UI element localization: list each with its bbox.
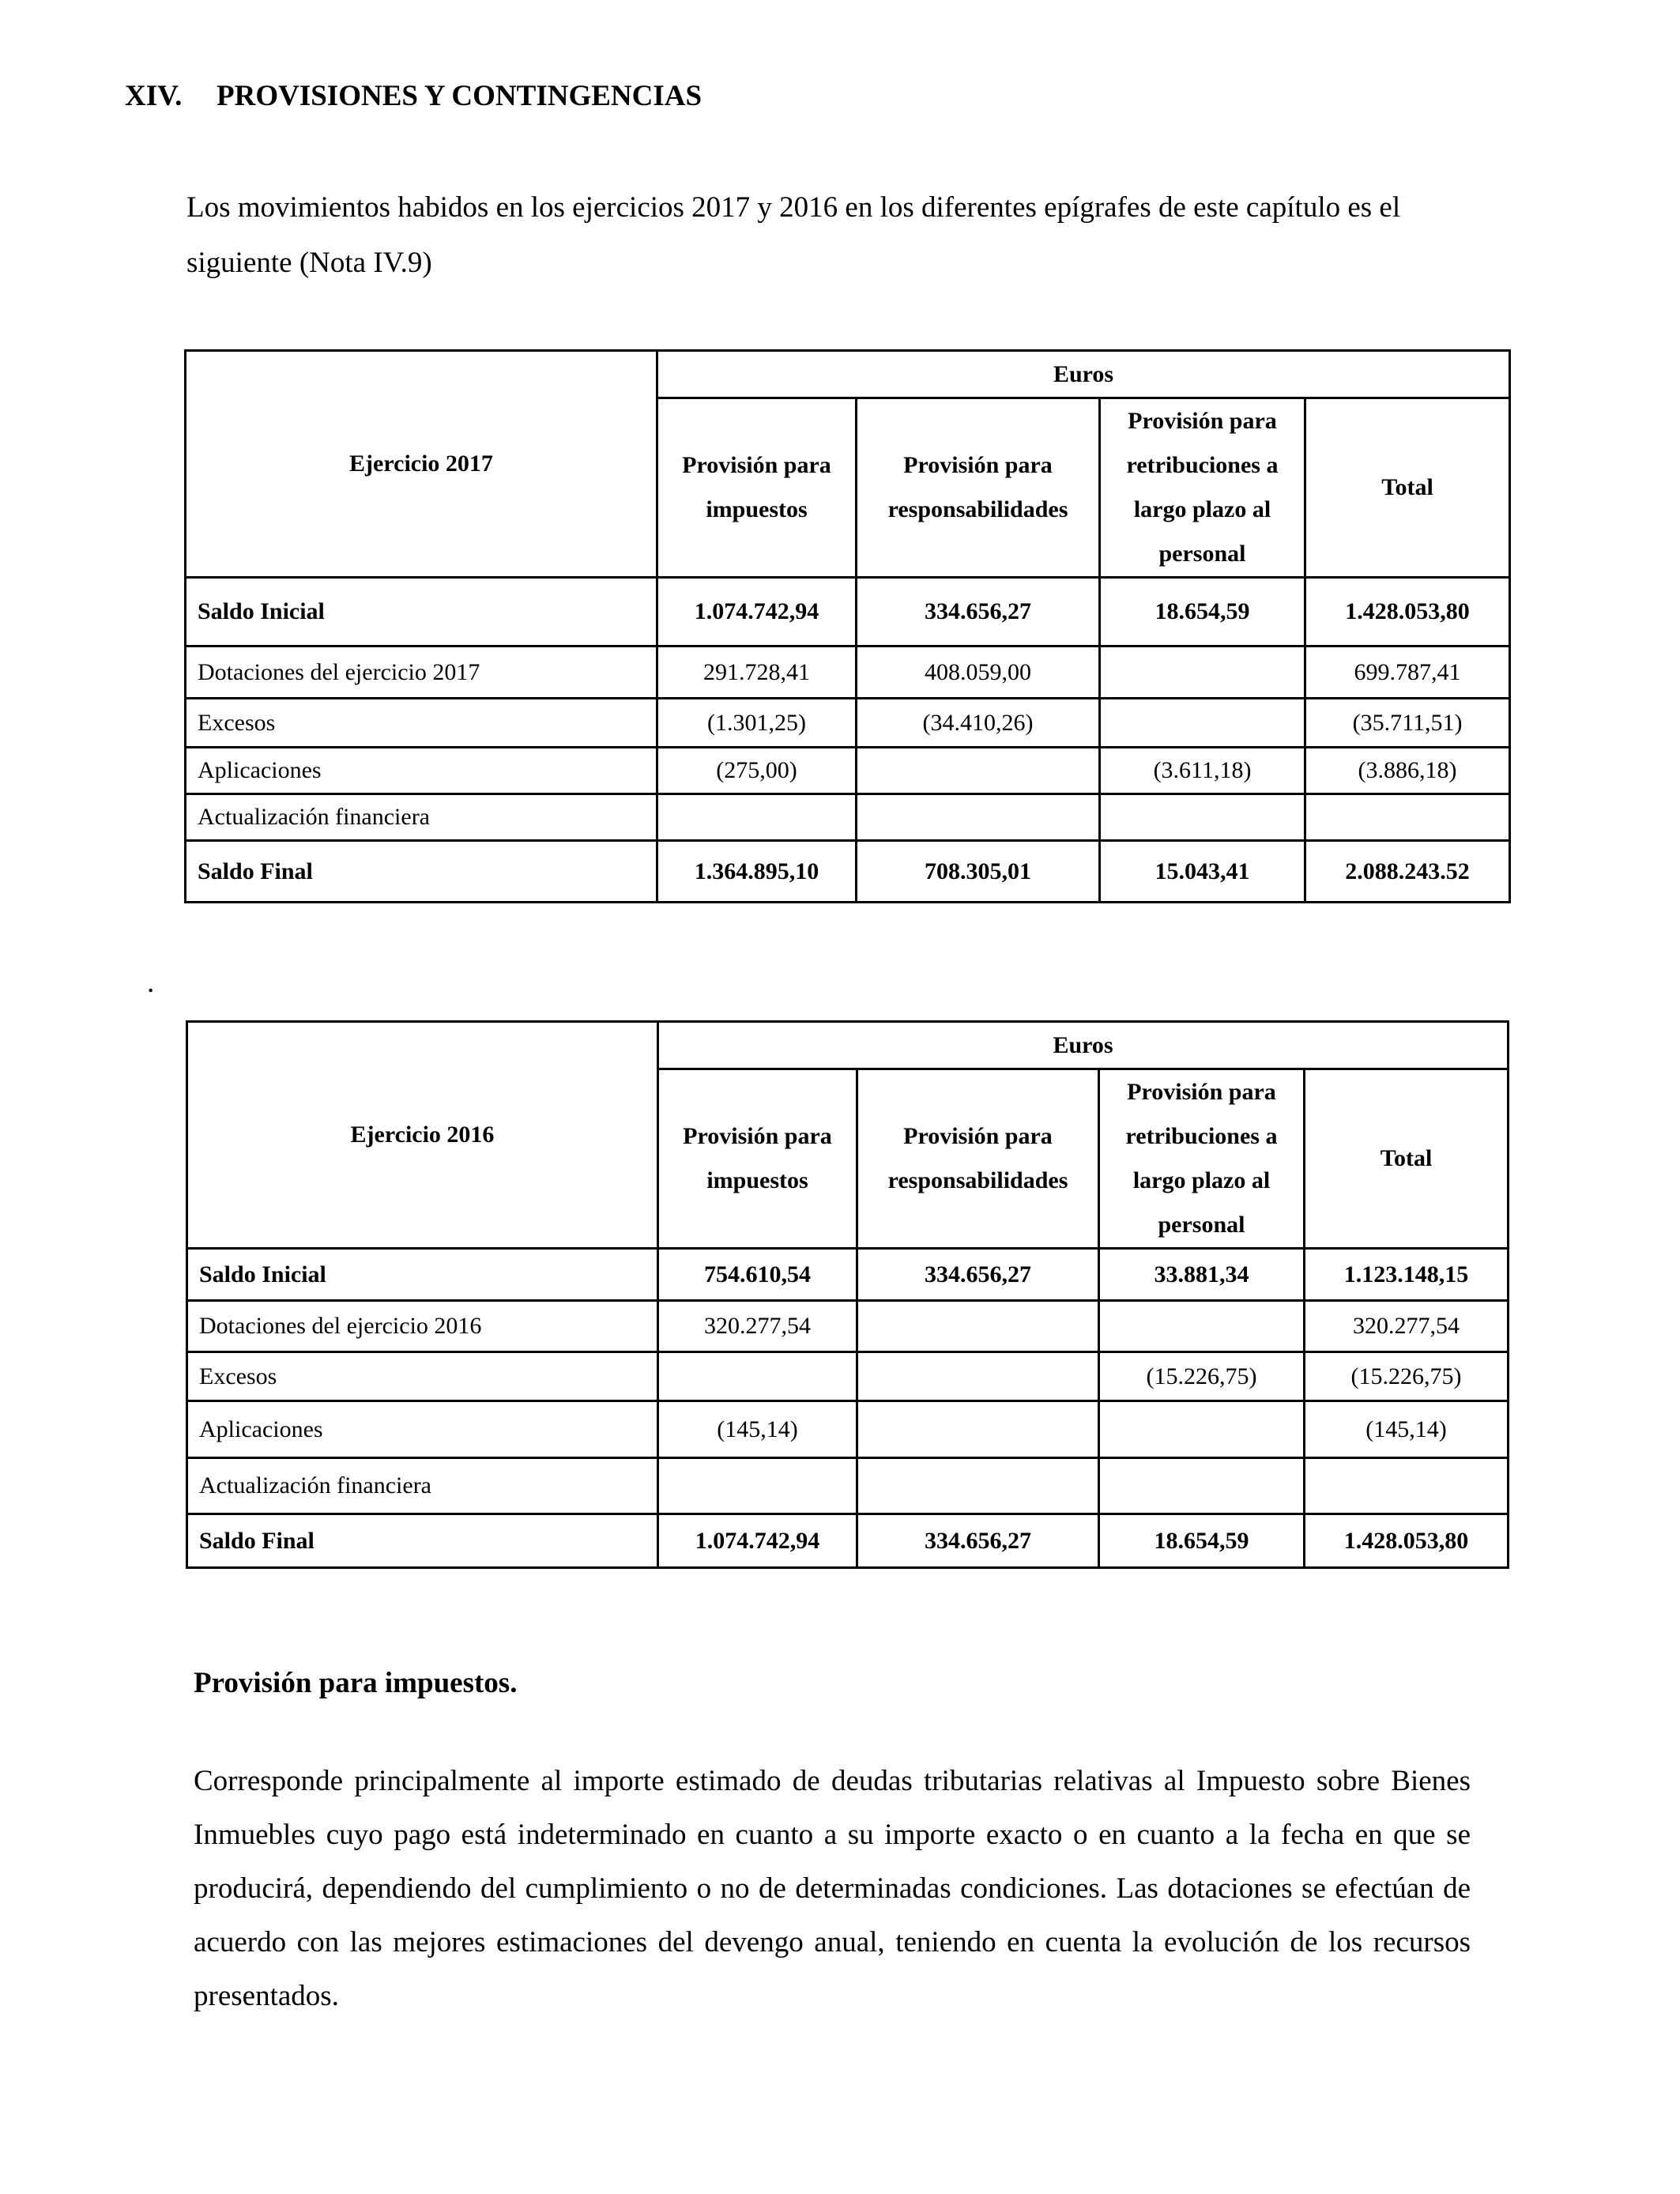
column-header: Provisión para retribuciones a largo plazo al personal bbox=[1099, 1069, 1305, 1249]
row-label: Excesos bbox=[187, 1352, 658, 1401]
table-cell bbox=[1099, 1401, 1305, 1458]
table-row bbox=[186, 578, 1510, 647]
table-cell: 18.654,59 bbox=[1100, 578, 1305, 647]
row-label: Saldo Inicial bbox=[186, 578, 657, 647]
table-cell: (1.301,25) bbox=[657, 699, 857, 748]
table-cell: 1.074.742,94 bbox=[658, 1514, 857, 1568]
intro-paragraph: Los movimientos habidos en los ejercicios 2017 y 2016 en los diferentes epígrafes de este capítulo es el siguiente (Nota IV.9) bbox=[186, 191, 1401, 279]
table-cell: 1.428.053,80 bbox=[1305, 1514, 1509, 1568]
row-label: Aplicaciones bbox=[186, 748, 657, 794]
table-cell bbox=[857, 1352, 1099, 1401]
table-cell: 1.428.053,80 bbox=[1305, 578, 1510, 647]
table-cell: 334.656,27 bbox=[857, 1249, 1099, 1301]
column-header: Total bbox=[1305, 1069, 1509, 1249]
subsection-heading: Provisión para impuestos. bbox=[194, 1667, 518, 1699]
section-number: XIV. bbox=[125, 80, 183, 112]
body-paragraph: Corresponde principalmente al importe estimado de deudas tributarias relativas al Impuesto sobre Bienes Inmuebles cuyo pago está indeterminado en cuanto a su importe exacto o en cuanto a la fecha en que se producirá, dependiendo del cumplimiento o no de determinadas condiciones. Las dotaciones se efectúan de acuerdo con las mejores estimaciones del devengo anual, teniendo en cuenta la evolución de los recursos presentados. bbox=[194, 1765, 1471, 2012]
table-cell bbox=[1099, 1458, 1305, 1514]
table-cell: 291.728,41 bbox=[657, 647, 857, 699]
table-cell: (3.611,18) bbox=[1100, 748, 1305, 794]
table-cell: 754.610,54 bbox=[658, 1249, 857, 1301]
table-cell bbox=[1100, 647, 1305, 699]
table-cell bbox=[857, 794, 1100, 841]
table-cell: (15.226,75) bbox=[1305, 1352, 1509, 1401]
separator-dot: . bbox=[147, 967, 155, 999]
row-label: Dotaciones del ejercicio 2017 bbox=[186, 647, 657, 699]
table-cell bbox=[857, 1301, 1099, 1352]
row-label: Excesos bbox=[186, 699, 657, 748]
column-header: Provisión para impuestos bbox=[658, 1069, 857, 1249]
table-cell: (15.226,75) bbox=[1099, 1352, 1305, 1401]
table-cell: 408.059,00 bbox=[857, 647, 1100, 699]
table-cell: 33.881,34 bbox=[1099, 1249, 1305, 1301]
table-row bbox=[186, 748, 1510, 794]
provisions-table-2016 bbox=[186, 1020, 1509, 1569]
table-cell: 334.656,27 bbox=[857, 578, 1100, 647]
row-label: Saldo Final bbox=[187, 1514, 658, 1568]
section-title: PROVISIONES Y CONTINGENCIAS bbox=[217, 80, 703, 112]
column-header: Provisión para responsabilidades bbox=[857, 398, 1100, 578]
currency-header: Euros bbox=[658, 1022, 1509, 1069]
table-row bbox=[187, 1249, 1509, 1301]
table-cell: (35.711,51) bbox=[1305, 699, 1510, 748]
provisions-table-2017 bbox=[184, 349, 1511, 903]
currency-header: Euros bbox=[657, 351, 1510, 398]
row-label: Dotaciones del ejercicio 2016 bbox=[187, 1301, 658, 1352]
table-cell: (34.410,26) bbox=[857, 699, 1100, 748]
row-label: Actualización financiera bbox=[186, 794, 657, 841]
table-cell: 320.277,54 bbox=[1305, 1301, 1509, 1352]
table-row bbox=[187, 1352, 1509, 1401]
table-cell: 1.074.742,94 bbox=[657, 578, 857, 647]
column-header: Provisión para retribuciones a largo plazo al personal bbox=[1100, 398, 1305, 578]
table-cell: 1.123.148,15 bbox=[1305, 1249, 1509, 1301]
column-header: Provisión para responsabilidades bbox=[857, 1069, 1099, 1249]
column-header: Provisión para impuestos bbox=[657, 398, 857, 578]
table-cell bbox=[857, 748, 1100, 794]
table-cell bbox=[857, 1401, 1099, 1458]
table-cell: (145,14) bbox=[1305, 1401, 1509, 1458]
table-cell bbox=[1305, 1458, 1509, 1514]
table-cell: (275,00) bbox=[657, 748, 857, 794]
table-cell bbox=[1100, 794, 1305, 841]
table-cell: 1.364.895,10 bbox=[657, 841, 857, 903]
table-row bbox=[187, 1458, 1509, 1514]
section-heading bbox=[125, 79, 702, 113]
table-cell: 699.787,41 bbox=[1305, 647, 1510, 699]
table-cell bbox=[658, 1458, 857, 1514]
table-corner-label: Ejercicio 2016 bbox=[187, 1022, 658, 1249]
row-label: Saldo Inicial bbox=[187, 1249, 658, 1301]
table-cell bbox=[657, 794, 857, 841]
table-cell: 2.088.243.52 bbox=[1305, 841, 1510, 903]
column-header: Total bbox=[1305, 398, 1510, 578]
table-cell: 708.305,01 bbox=[857, 841, 1100, 903]
table-cell: 15.043,41 bbox=[1100, 841, 1305, 903]
table-row bbox=[187, 1401, 1509, 1458]
table-corner-label: Ejercicio 2017 bbox=[186, 351, 657, 578]
row-label: Saldo Final bbox=[186, 841, 657, 903]
row-label: Aplicaciones bbox=[187, 1401, 658, 1458]
table-cell bbox=[1099, 1301, 1305, 1352]
table-cell bbox=[658, 1352, 857, 1401]
table-cell bbox=[1305, 794, 1510, 841]
table-cell: (3.886,18) bbox=[1305, 748, 1510, 794]
table-cell: 320.277,54 bbox=[658, 1301, 857, 1352]
row-label: Actualización financiera bbox=[187, 1458, 658, 1514]
table-row bbox=[186, 794, 1510, 841]
table-cell: 334.656,27 bbox=[857, 1514, 1099, 1568]
table-row bbox=[187, 1301, 1509, 1352]
table-row bbox=[186, 841, 1510, 903]
table-cell: 18.654,59 bbox=[1099, 1514, 1305, 1568]
table-cell bbox=[1100, 699, 1305, 748]
table-cell bbox=[857, 1458, 1099, 1514]
table-row bbox=[186, 647, 1510, 699]
table-row bbox=[186, 699, 1510, 748]
table-row bbox=[187, 1514, 1509, 1568]
table-cell: (145,14) bbox=[658, 1401, 857, 1458]
